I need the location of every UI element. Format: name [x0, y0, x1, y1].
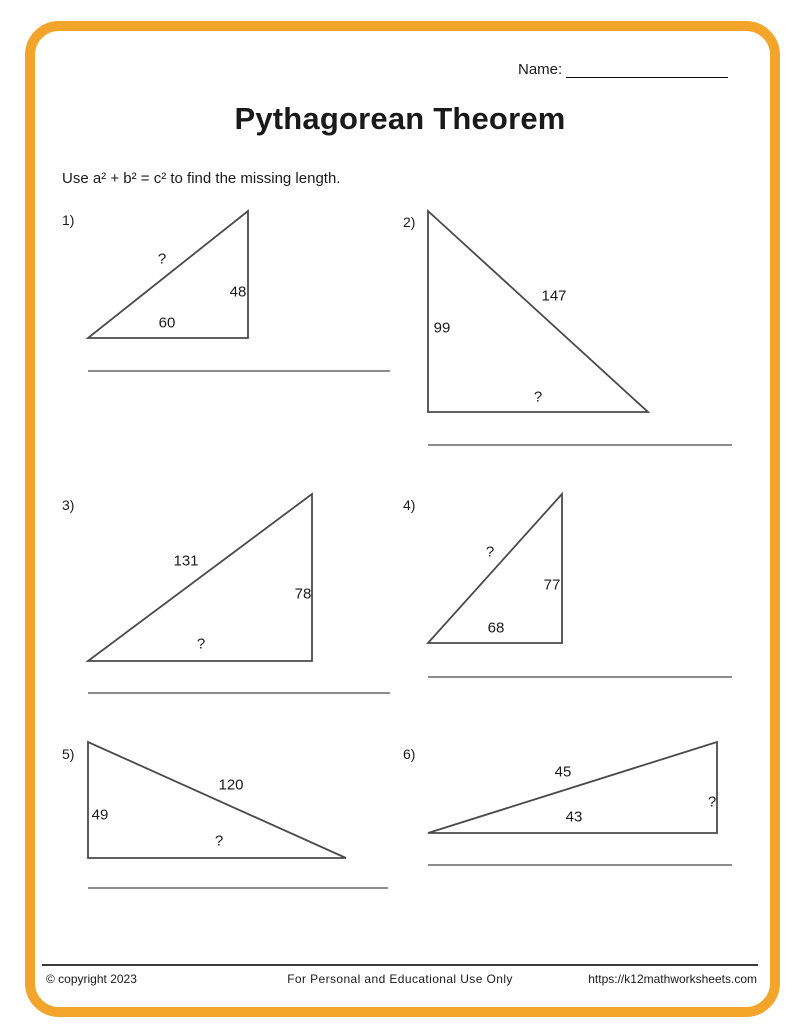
triangle-figure [425, 739, 722, 837]
problem-number: 4) [403, 497, 416, 513]
website-link[interactable]: https://k12mathworksheets.com [588, 972, 757, 986]
horizontal-leg-label: 43 [565, 808, 583, 826]
triangle-figure [85, 208, 253, 344]
copyright-text: © copyright 2023 [46, 972, 137, 986]
vertical-leg-label: 77 [543, 576, 561, 594]
problem-number: 6) [403, 746, 416, 762]
triangle-figure [85, 739, 351, 863]
hypotenuse-label: 147 [541, 287, 567, 305]
usage-text: For Personal and Educational Use Only [287, 972, 513, 986]
hypotenuse-label: ? [485, 543, 495, 561]
answer-line [88, 692, 390, 694]
answer-line [428, 444, 732, 446]
answer-line [88, 370, 390, 372]
horizontal-leg-label: 68 [487, 619, 505, 637]
vertical-leg-label: 49 [91, 806, 109, 824]
triangle-figure [85, 491, 317, 665]
vertical-leg-label: 48 [229, 283, 247, 301]
vertical-leg-label: 99 [433, 319, 451, 337]
horizontal-leg-label: ? [196, 635, 206, 653]
answer-line [88, 887, 388, 889]
answer-line [428, 676, 732, 678]
page-title: Pythagorean Theorem [234, 101, 566, 136]
horizontal-leg-label: ? [214, 832, 224, 850]
name-blank-line [566, 62, 728, 78]
triangle-figure [425, 208, 653, 416]
hypotenuse-label: ? [157, 250, 167, 268]
problem-number: 5) [62, 746, 75, 762]
vertical-leg-label: 78 [294, 585, 312, 603]
problem-number: 2) [403, 214, 416, 230]
horizontal-leg-label: ? [533, 388, 543, 406]
problem-number: 1) [62, 212, 75, 228]
triangle-figure [425, 491, 567, 647]
horizontal-leg-label: 60 [158, 314, 176, 332]
vertical-leg-label: ? [707, 793, 717, 811]
hypotenuse-label: 131 [173, 552, 199, 570]
hypotenuse-label: 45 [554, 763, 572, 781]
instruction-text: Use a² + b² = c² to find the missing length. [62, 170, 341, 187]
name-label: Name: [518, 61, 563, 78]
answer-line [428, 864, 732, 866]
hypotenuse-label: 120 [218, 776, 244, 794]
problem-number: 3) [62, 497, 75, 513]
footer-divider [42, 964, 758, 966]
